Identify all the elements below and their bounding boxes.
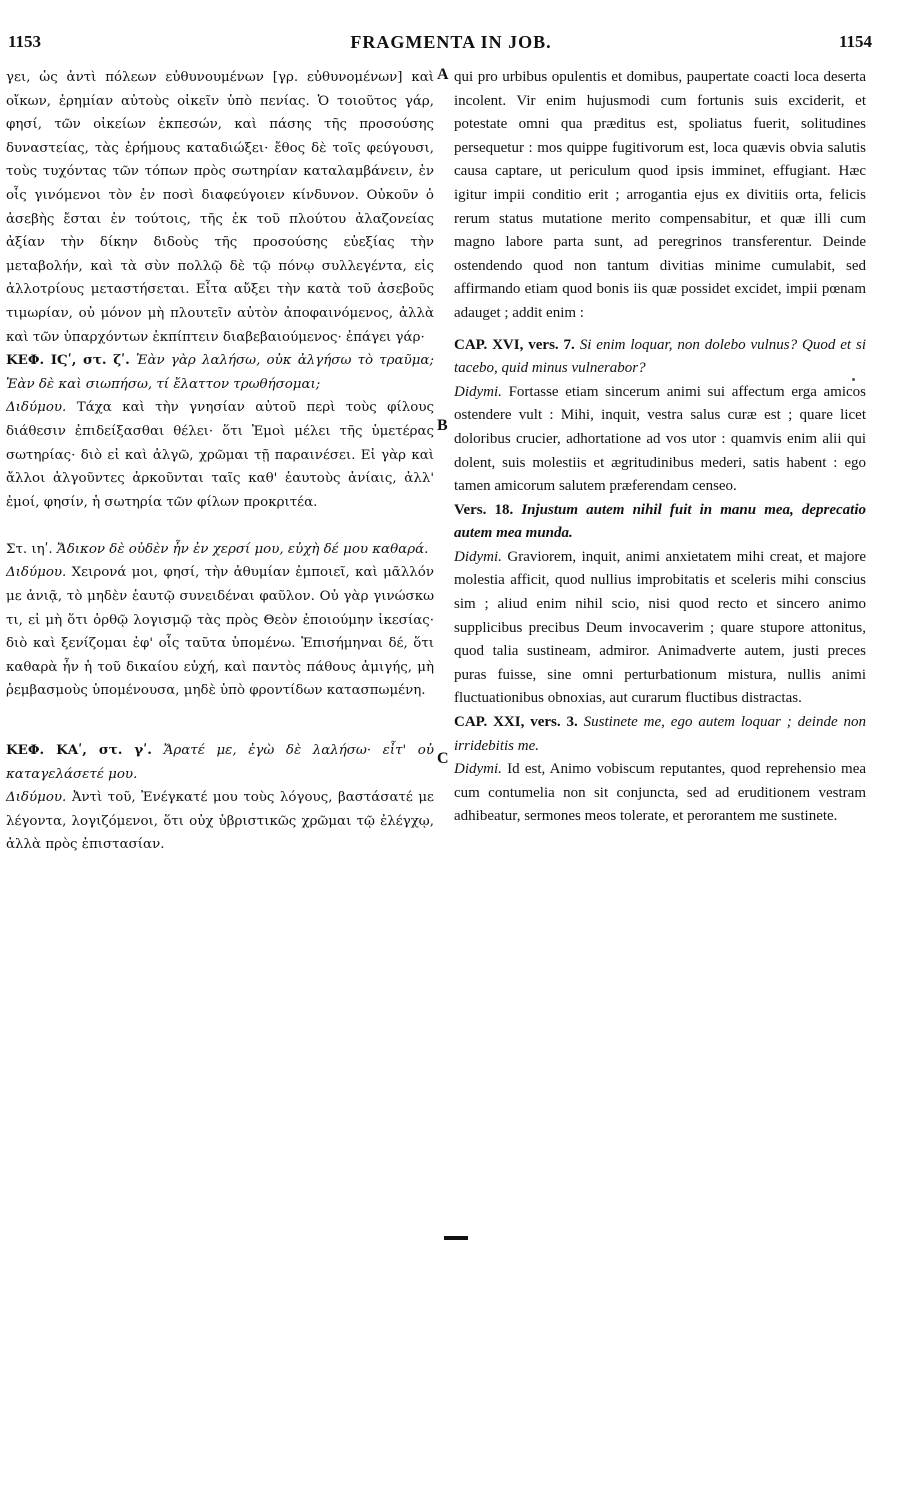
greek-verse-heading: Στ. ιηʹ.	[6, 541, 53, 557]
latin-commentator-label: Didymi.	[454, 761, 502, 778]
latin-verse: Injustum autem nihil fuit in manu mea, deprecatio autem mea munda.	[454, 501, 867, 542]
greek-commentary-text: Τάχα καὶ τὴν γνησίαν αὐτοῦ περὶ τοὺς φίλους διάθεσιν ἐπιδείξασθαι θέλει· ὅτι Ἐμοὶ μέλει τῆς ὑμετέρας σωτηρίας· διὸ εἰ καὶ ἀλγῶ, χρῶμαι τῇ παραινέσει. Εἰ γὰρ καὶ ἄλλοι ἀλγοῦντες ἀρκοῦνται ταῖς καθ' ἑαυτοὺς ἀνίαις, ἀλλ' ἐμοί, φησίν, ἡ σωτηρία τῶν φίλων προκριτέα.	[6, 400, 434, 510]
greek-commentary-16-7	[6, 396, 434, 514]
margin-marker-c: C	[437, 750, 449, 767]
greek-section-16-7	[6, 349, 434, 396]
latin-verse: Sustinete me, ego autem loquar ; deinde non irridebitis me.	[454, 714, 866, 754]
latin-commentator-label: Didymi.	[454, 548, 502, 565]
running-title: FRAGMENTA IN JOB.	[350, 32, 552, 52]
latin-commentary-21-3	[454, 758, 866, 829]
latin-section-16-18	[454, 499, 866, 546]
latin-chapter-heading: CAP. XXI, vers. 3.	[454, 714, 578, 731]
latin-verse: Si enim loquar, non dolebo vulnus? Quod et si tacebo, quid minus vulnerabor?	[454, 336, 866, 377]
page-header	[0, 30, 902, 60]
greek-chapter-heading: ΚΕΦ. ΚΑʹ, στ. γʹ.	[6, 742, 152, 759]
margin-marker-a: A	[437, 66, 449, 83]
greek-commentary-21-3	[6, 786, 434, 857]
latin-section-16-7	[454, 334, 866, 381]
ink-dot	[852, 378, 855, 381]
greek-commentator-label: Διδύμου.	[6, 400, 67, 416]
page-number-left: 1153	[8, 32, 42, 51]
latin-commentary-text: Fortasse etiam sincerum animi sui affectum erga amicos ostendere vult : Mihi, inquit, vestra salus curæ est ; quare licet doloribus crucier, adhortatione ad vos utor : quamvis enim alii qui dolent, suis molestiis et ægritudinibus mederi, satis habent : ego tamen amicorum salutem præferendam censeo.	[454, 383, 867, 495]
latin-commentary-text: Id est, Animo vobiscum reputantes, quod reprehensio mea cum contumelia non sit conjuncta, sed ad eruditionem vestram adhibeatur, sermones meos tolerate, et perorantem me sustinete.	[454, 761, 867, 825]
greek-verse: Ἐὰν γὰρ λαλήσω, οὐκ ἀλγήσω τὸ τραῦμα; Ἐὰν δὲ καὶ σιωπήσω, τί ἔλαττον τρωθήσομαι;	[6, 353, 434, 392]
greek-commentary-16-18	[6, 561, 434, 703]
greek-commentary-text: Ἀντὶ τοῦ, Ἐνέγκατέ μου τοὺς λόγους, βαστάσατέ με λέγοντα, λογιζόμενοι, ὅτι οὐχ ὑβριστικῶς χρῶμαι τῷ ἐλέγχῳ, ἀλλὰ πρὸς ἐπιστασίαν.	[6, 790, 434, 853]
latin-verse-heading: Vers. 18.	[454, 501, 514, 518]
page-number-right: 1154	[838, 32, 872, 51]
greek-commentator-label: Διδύμου.	[6, 790, 67, 806]
latin-commentary-16-18	[454, 546, 866, 711]
latin-paragraph-intro: qui pro urbibus opulentis et domibus, paupertate coacti loca deserta incolent. Vir enim hujusmodi cum fortunis suis exciderit, et potestate omni qua præditus est, spoliatus fuerit, solitudines persequetur : mos quippe fugitivorum est, loca quævis obvia salutis causa captare, ut periculum quod ipsis imminet, effugiant. Hæc igitur impii conditio erit ; arrogantia ejus ex divitiis orta, felicis rerum status mutatione merito compensabitur, et quæ illi cum magno labore parta sunt, ad peregrinos transferentur. Deinde ostendendo quod non tantum divitias minime cumulabit, sed affirmando etiam quod bonis iis quæ possidet excidet, impii pœnam adauget ; addit enim :	[454, 69, 866, 321]
latin-commentary-16-7	[454, 381, 866, 499]
greek-section-16-18	[6, 538, 434, 562]
latin-commentator-label: Didymi.	[454, 383, 502, 400]
latin-chapter-heading: CAP. XVI, vers. 7.	[454, 336, 575, 353]
latin-section-21-3	[454, 711, 866, 758]
greek-commentator-label: Διδύμου.	[6, 565, 67, 581]
latin-column	[454, 66, 866, 829]
greek-verse: Ἄδικον δὲ οὐδὲν ἦν ἐν χερσί μου, εὐχὴ δέ μου καθαρά.	[56, 541, 429, 557]
greek-chapter-heading: ΚΕΦ. ΙϚʹ, στ. ζʹ.	[6, 352, 130, 369]
greek-commentary-text: Χειρονά μοι, φησί, τὴν ἀθυμίαν ἐμποιεῖ, καὶ μᾶλλόν με ἀνιᾷ, τὸ μηδὲν ἑαυτῷ συνειδέναι φαῦλον. Οὐ γὰρ γινώσκω τι, εἰ μὴ ὅτι ὀρθῷ λογισμῷ τὰς πρὸς Θεὸν ἐποιούμην ἱκεσίας· διὸ καὶ ξενίζομαι ἐφ' οἷς ταῦτα ὑπομένω. Ἐπισήμηναι δέ, ὅτι καθαρὰ ἦν ἡ τοῦ δικαίου εὐχή, καὶ παντὸς πάθους ἀμιγής, μὴ ῥεμβασμοὺς ὑπομένουσα, μηδὲ ὑπὸ φροντίδων κατασπωμένη.	[6, 565, 434, 699]
greek-paragraph-intro: γει, ὡς ἀντὶ πόλεων εὐθυνουμένων [γρ. εὐθυνομένων] καὶ οἴκων, ἐρημίαν αὐτοὺς οἰκεῖν ὑπὸ πενίας. Ὁ τοιοῦτος γάρ, φησί, τῶν οἰκείων ἐκπεσών, καὶ πάσης τῆς προσούσης δυναστείας, τὰς ἐρήμους καταδιώξει· ἔθος δὲ τοῖς φεύγουσι, τοὺς τυχόντας τῶν τόπων πρὸς σωτηρίαν καταλαμβάνειν, ἐν οἷς γινόμενοι τὸν ἐν ποσὶ διαφεύγοιεν κίνδυνον. Οὐκοῦν ὁ ἀσεβὴς ἔσται ἐν τούτοις, τῆς ἐκ τοῦ πλούτου ἀλαζονείας ἀξίαν τὴν δίκην διδοὺς τῆς προσούσης εὐεξίας τὴν μεταβολήν, καὶ τὰ σὺν πολλῷ δὲ τῷ πόνῳ συλλεγέντα, εἰς ἀλλοτρίους μεταστήσεται. Εἶτα αὔξει τὴν κατὰ τοῦ ἀσεβοῦς τιμωρίαν, οὐ μόνον μὴ πλουτεῖν αὐτὸν ἀποφαινόμενος, ἀλλὰ καὶ τῶν ὑπαρχόντων ἐκπίπτειν διαβεβαιούμενος· ἐπάγει γάρ·	[6, 70, 434, 345]
greek-column	[6, 66, 434, 857]
latin-commentary-text: Graviorem, inquit, animi anxietatem mihi creat, et majore molestia afficit, quod nullius improbitatis et sceleris mihi conscius sim ; aliud enim nihil scio, nisi quod recto et sincero animo supplicibus precibus Deum invocaverim ; quare stupore attonitus, quod talia sustineam, admiror. Animadverte autem, justi preces puras fuisse, sine omni perturbationum mistura, nullis animi fluctuationibus obnoxias, aut curarum fluctibus distractas.	[454, 548, 867, 707]
greek-verse: Ἄρατέ με, ἐγὼ δὲ λαλήσω· εἶτ' οὐ καταγελάσετέ μου.	[6, 743, 434, 782]
end-dash	[444, 1236, 468, 1240]
greek-section-21-3	[6, 739, 434, 786]
margin-marker-b: B	[437, 417, 448, 434]
